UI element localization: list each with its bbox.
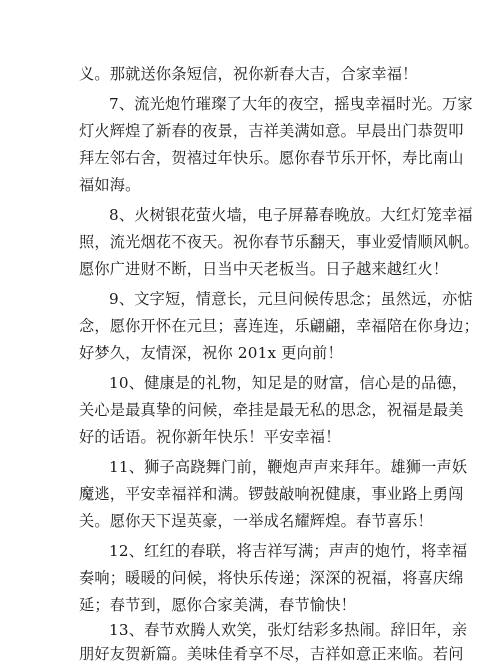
text-line: 愿你广进财不断，日当中天老板当。日子越来越红火！ xyxy=(79,260,449,278)
text-line: 好梦久，友情深，祝你 201x 更向前！ xyxy=(79,344,343,362)
text-line: 拜左邻右舍，贺禧过年快乐。愿你春节乐开怀，寿比南山 xyxy=(79,149,464,167)
text-line: 13、春节欢腾人欢笑，张灯结彩多热闹。辞旧年，亲 xyxy=(109,621,468,639)
text-line: 好的话语。祝你新年快乐！平安幸福！ xyxy=(79,428,341,446)
text-line: 福如海。 xyxy=(79,176,141,194)
text-line: 10、健康是的礼物，知足是的财富，信心是的品德， xyxy=(109,374,468,392)
text-line: 朋好友贺新篇。美味佳肴享不尽，吉祥如意正来临。若问 xyxy=(79,645,464,663)
text-line: 关心是最真挚的问候，牵挂是最无私的思念，祝福是最美 xyxy=(79,401,464,419)
text-line: 11、狮子高跷舞门前，鞭炮声声来拜年。雄狮一声妖 xyxy=(109,458,468,476)
text-line: 义。那就送你条短信，祝你新春大吉，合家幸福！ xyxy=(79,65,418,83)
text-line: 念，愿你开怀在元旦；喜连连，乐翩翩，幸福陪在你身边； xyxy=(79,317,480,335)
text-line: 奏响；暖暖的问候，将快乐传递；深深的祝福，将喜庆绵 xyxy=(79,569,464,587)
text-line: 9、文字短，情意长，元旦问候传思念；虽然远，亦惦 xyxy=(109,290,473,308)
text-line: 照，流光烟花不夜天。祝你春节乐翻天，事业爱情顺风帆。 xyxy=(79,233,480,251)
text-line: 灯火辉煌了新春的夜景，吉祥美满如意。早晨出门恭贺叩 xyxy=(79,122,464,140)
text-line: 魔逃，平安幸福祥和满。锣鼓敲响祝健康，事业路上勇闯 xyxy=(79,485,464,503)
text-line: 关。愿你天下逞英豪，一举成名耀辉煌。春节喜乐！ xyxy=(79,512,433,530)
text-line: 7、流光炮竹璀璨了大年的夜空，摇曳幸福时光。万家 xyxy=(109,95,473,113)
text-line: 延；春节到，愿你合家美满，春节愉快！ xyxy=(79,596,356,614)
text-line: 12、红红的春联，将吉祥写满；声声的炮竹，将幸福 xyxy=(109,542,468,560)
text-line: 8、火树银花萤火墙，电子屏幕春晚放。大红灯笼幸福 xyxy=(109,206,473,224)
